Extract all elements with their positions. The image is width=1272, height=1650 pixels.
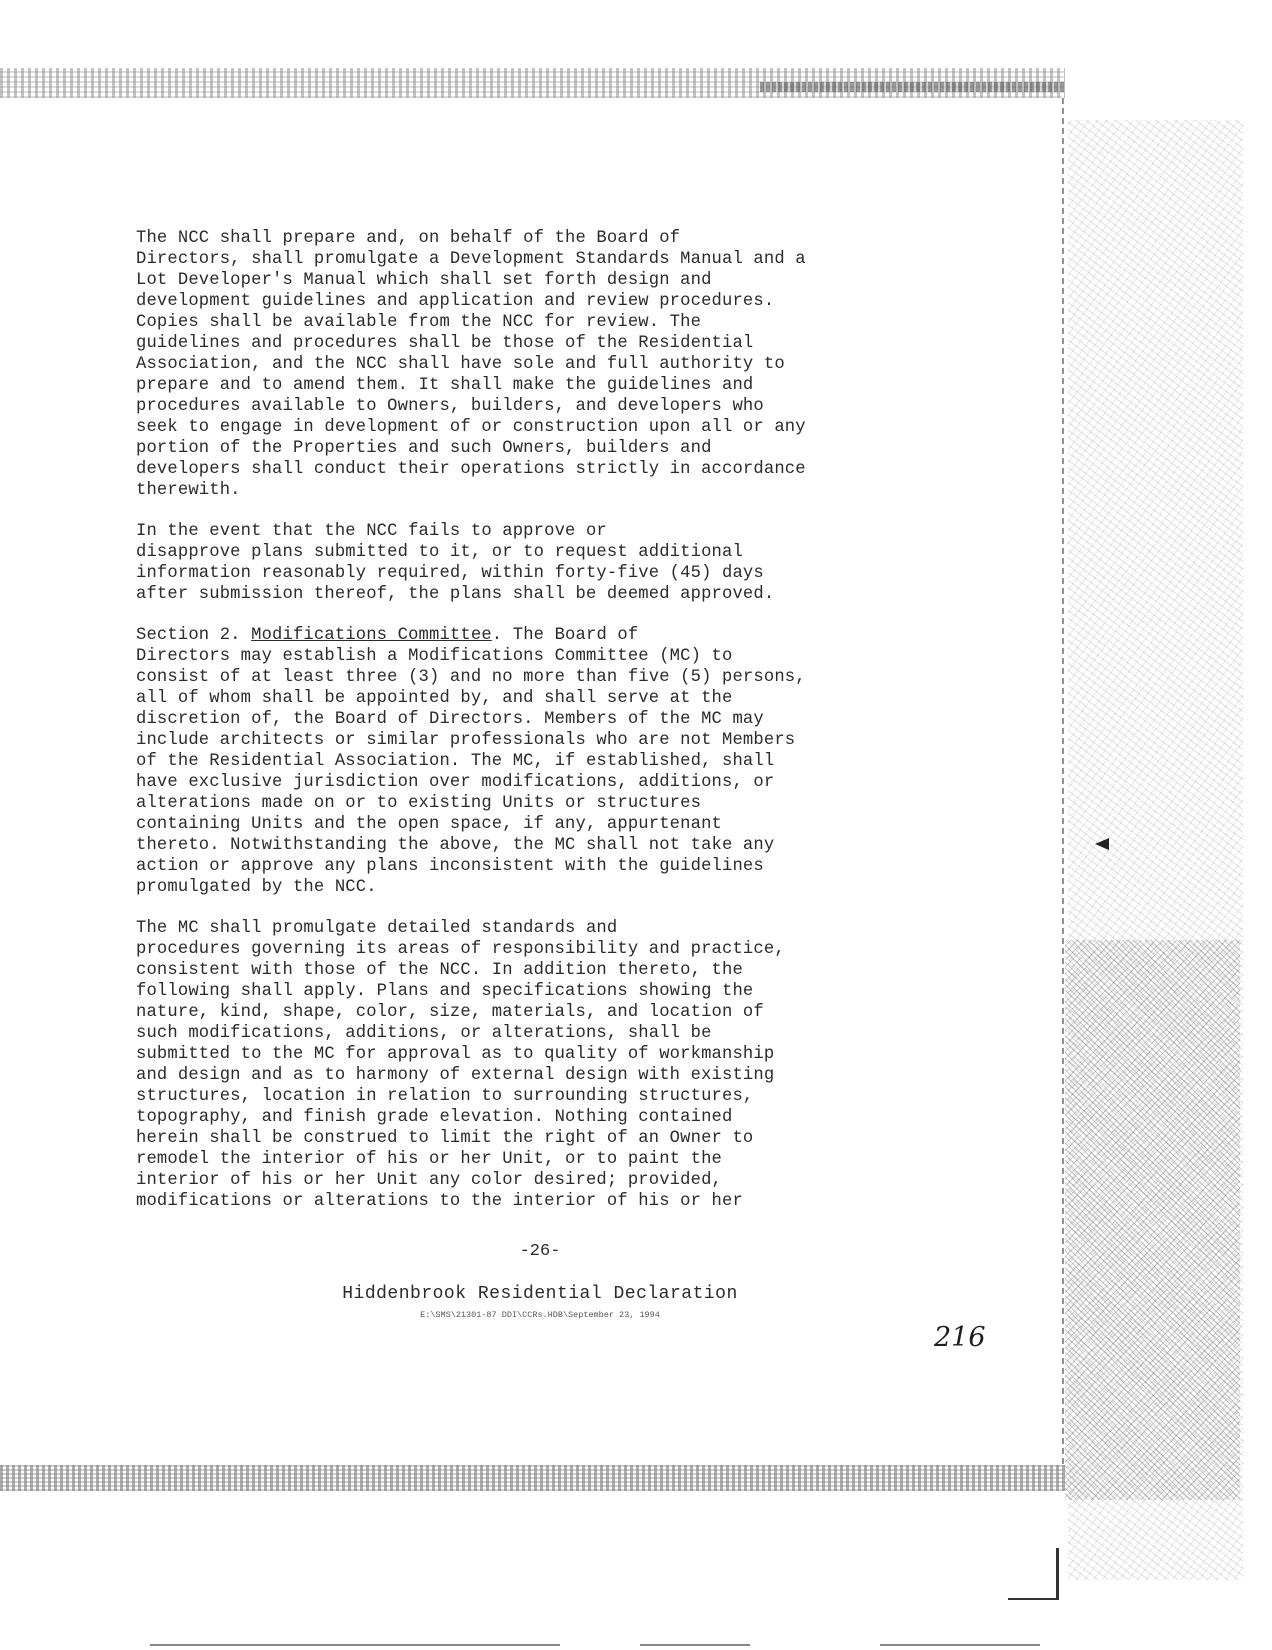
corner-bracket bbox=[1008, 1548, 1059, 1600]
paragraph-section-2 bbox=[136, 625, 956, 898]
handwritten-page-stamp: 216 bbox=[934, 1322, 986, 1353]
section-prefix: Section 2. bbox=[136, 626, 252, 645]
paragraph-ncc-manual: The NCC shall prepare and, on behalf of the Board of Directors, shall promulgate a Development Standards Manual and a Lot Developer's Manual which shall set forth design and development guidelines and application and review procedures. Copies shall be available from the NCC for review. The guidelines and procedures shall be those of the Residential Association, and the NCC shall have sole and full authority to prepare and to amend them. It shall make the guidelines and procedures available to Owners, builders, and developers who seek to engage in development of or construction upon all or any portion of the Properties and such Owners, builders and developers shall conduct their operations strictly in accordance therewith. bbox=[136, 229, 806, 500]
paragraph-mc-standards: The MC shall promulgate detailed standards and procedures governing its areas of responsibility and practice, consistent with those of the NCC. In addition thereto, the following shall apply. Plans and specifications showing the nature, kind, shape, color, size, materials, and location of such modifications, additions, or alterations, shall be submitted to the MC for approval as to quality of workmanship and design and as to harmony of external design with existing structures, location in relation to surrounding structures, topography, and finish grade elevation. Nothing contained herein shall be construed to limit the right of an Owner to remodel the interior of his or her Unit, or to paint the interior of his or her Unit any color desired; provided, modifications or alterations to the interior of his or her bbox=[136, 919, 785, 1211]
bottom-rule bbox=[150, 1644, 560, 1646]
page-number: -26- bbox=[519, 1242, 561, 1261]
section-title: Modifications Committee bbox=[251, 626, 492, 645]
file-path: E:\SMS\21301-87 DDI\CCRs.HDB\September 23, 1994 bbox=[420, 1310, 660, 1320]
document-title: Hiddenbrook Residential Declaration bbox=[342, 1284, 738, 1304]
section-body: . The Board of Directors may establish a Modifications Committee (MC) to consist of at least three (3) and no more than five (5) persons, all of whom shall be appointed by, and shall serve at the discretion of, the Board of Directors. Members of the MC may include architects or similar professionals who are not Members of the Residential Association. The MC, if established, shall have exclusive jurisdiction over modifications, additions, or alterations made on or to existing Units or structures containing Units and the open space, if any, appurtenant thereto. Notwithstanding the above, the MC shall not take any action or approve any plans inconsistent with the guidelines promulgated by the NCC. bbox=[136, 626, 806, 897]
scan-noise-top-dark bbox=[760, 82, 1065, 92]
scan-speckle-dense bbox=[1065, 940, 1240, 1500]
bottom-rule bbox=[640, 1644, 750, 1646]
bottom-rule bbox=[880, 1644, 1040, 1646]
document-body bbox=[136, 228, 956, 1232]
paragraph-ncc-approval: In the event that the NCC fails to approve or disapprove plans submitted to it, or to request additional information reasonably required, within forty-five (45) days after submission thereof, the plans shall be deemed approved. bbox=[136, 522, 775, 604]
scan-noise-bottom bbox=[0, 1465, 1065, 1491]
scan-mark bbox=[1095, 838, 1109, 850]
